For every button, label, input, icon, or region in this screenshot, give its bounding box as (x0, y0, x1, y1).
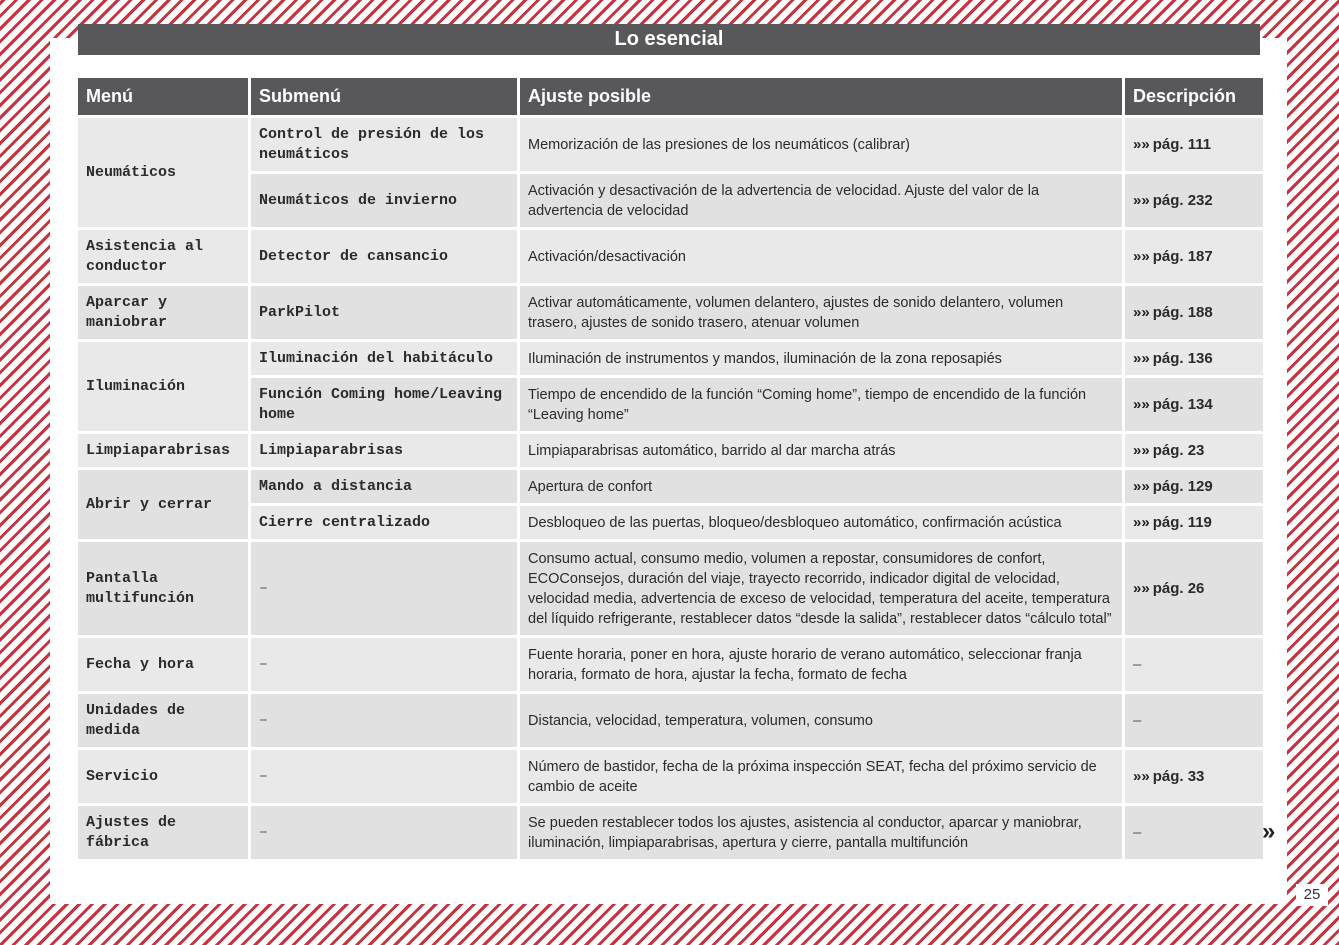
description-cell (1125, 638, 1263, 691)
setting-cell: Fuente horaria, poner en hora, ajuste horario de verano automático, seleccionar franja horaria, formato de hora, ajustar la fecha, formato de fecha (520, 638, 1122, 691)
setting-cell: Activación/desactivación (520, 230, 1122, 283)
table-row (78, 230, 1263, 283)
page-number: 25 (1296, 884, 1328, 906)
table-row (78, 806, 1263, 859)
setting-cell: Se pueden restablecer todos los ajustes, asistencia al conductor, aparcar y maniobrar, iluminación, limpiaparabrisas, apertura y cierre, pantalla multifunción (520, 806, 1122, 859)
description-cell[interactable] (1125, 286, 1263, 339)
page-ref-arrow-icon: »» (1133, 135, 1150, 153)
submenu-cell: Limpiaparabrisas (251, 434, 517, 467)
submenu-cell: Control de presión de los neumáticos (251, 118, 517, 171)
page-ref-link[interactable]: pág. 129 (1152, 477, 1213, 495)
setting-cell: Distancia, velocidad, temperatura, volumen, consumo (520, 694, 1122, 747)
page-ref-link[interactable]: pág. 26 (1152, 579, 1205, 597)
page-ref-arrow-icon: »» (1133, 513, 1150, 531)
menu-cell: Aparcar y maniobrar (78, 286, 248, 339)
menu-cell: Asistencia al conductor (78, 230, 248, 283)
page-ref-arrow-icon: »» (1133, 303, 1150, 321)
table-row (78, 342, 1263, 375)
menu-cell: Unidades de medida (78, 694, 248, 747)
page-ref-link[interactable]: pág. 187 (1152, 247, 1213, 265)
page-ref-arrow-icon: »» (1133, 191, 1150, 209)
page-ref-link[interactable]: pág. 111 (1152, 135, 1212, 153)
submenu-cell: Cierre centralizado (251, 506, 517, 539)
empty-dash: – (259, 579, 269, 597)
page-ref-link[interactable]: pág. 134 (1152, 395, 1213, 413)
submenu-cell: ParkPilot (251, 286, 517, 339)
description-cell[interactable] (1125, 506, 1263, 539)
table-row (78, 694, 1263, 747)
table-row (78, 174, 1263, 227)
submenu-cell: Neumáticos de invierno (251, 174, 517, 227)
continue-arrow-icon: » (1262, 818, 1276, 845)
setting-cell: Tiempo de encendido de la función “Coming home”, tiempo de encendido de la función “Leaving home” (520, 378, 1122, 431)
table-row (78, 750, 1263, 803)
menu-cell: Fecha y hora (78, 638, 248, 691)
description-cell (1125, 694, 1263, 747)
menu-cell: Iluminación (78, 342, 248, 431)
menu-cell: Neumáticos (78, 118, 248, 227)
page-ref-arrow-icon: »» (1133, 395, 1150, 413)
description-cell[interactable] (1125, 230, 1263, 283)
table-row (78, 434, 1263, 467)
table-header-row (78, 78, 1263, 115)
submenu-cell (251, 694, 517, 747)
submenu-cell: Mando a distancia (251, 470, 517, 503)
description-cell[interactable] (1125, 542, 1263, 635)
setting-cell: Memorización de las presiones de los neumáticos (calibrar) (520, 118, 1122, 171)
page-ref-arrow-icon: »» (1133, 441, 1150, 459)
page-ref-link[interactable]: pág. 188 (1152, 303, 1213, 321)
description-cell[interactable] (1125, 378, 1263, 431)
empty-dash: – (1133, 711, 1142, 729)
submenu-cell (251, 750, 517, 803)
setting-cell: Número de bastidor, fecha de la próxima inspección SEAT, fecha del próximo servicio de cambio de aceite (520, 750, 1122, 803)
menu-cell: Servicio (78, 750, 248, 803)
description-cell (1125, 806, 1263, 859)
table-row (78, 470, 1263, 503)
page-ref-arrow-icon: »» (1133, 349, 1150, 367)
menu-cell: Pantalla multifunción (78, 542, 248, 635)
submenu-cell (251, 542, 517, 635)
setting-cell: Apertura de confort (520, 470, 1122, 503)
submenu-cell: Iluminación del habitáculo (251, 342, 517, 375)
header-menu: Menú (78, 78, 248, 115)
menu-cell: Ajustes de fábrica (78, 806, 248, 859)
description-cell[interactable] (1125, 118, 1263, 171)
setting-cell: Limpiaparabrisas automático, barrido al dar marcha atrás (520, 434, 1122, 467)
header-setting: Ajuste posible (520, 78, 1122, 115)
page-ref-link[interactable]: pág. 232 (1152, 191, 1213, 209)
page-ref-link[interactable]: pág. 23 (1152, 441, 1205, 459)
table-row (78, 506, 1263, 539)
page-ref-arrow-icon: »» (1133, 247, 1150, 265)
page-ref-arrow-icon: »» (1133, 477, 1150, 495)
table-row (78, 542, 1263, 635)
header-description: Descripción (1125, 78, 1263, 115)
setting-cell: Consumo actual, consumo medio, volumen a repostar, consumidores de confort, ECOConsejos, duración del viaje, trayecto recorrido, indicador digital de velocidad, velocidad media, advertencia de exceso de velocidad, temperatura del aceite, temperatura del líquido refrigerante, restablecer datos “desde la salida”, restablecer datos “cálculo total” (520, 542, 1122, 635)
page-ref-link[interactable]: pág. 119 (1152, 513, 1212, 531)
empty-dash: – (259, 823, 269, 841)
table-row (78, 638, 1263, 691)
description-cell[interactable] (1125, 174, 1263, 227)
table-row (78, 378, 1263, 431)
setting-cell: Activación y desactivación de la advertencia de velocidad. Ajuste del valor de la advertencia de velocidad (520, 174, 1122, 227)
empty-dash: – (259, 711, 269, 729)
description-cell[interactable] (1125, 750, 1263, 803)
settings-table (75, 75, 1266, 862)
submenu-cell (251, 806, 517, 859)
description-cell[interactable] (1125, 434, 1263, 467)
page-ref-link[interactable]: pág. 136 (1152, 349, 1213, 367)
submenu-cell: Detector de cansancio (251, 230, 517, 283)
empty-dash: – (1133, 823, 1142, 841)
page-title: Lo esencial (78, 24, 1260, 55)
page-ref-link[interactable]: pág. 33 (1152, 767, 1205, 785)
table-row (78, 118, 1263, 171)
menu-cell: Limpiaparabrisas (78, 434, 248, 467)
setting-cell: Activar automáticamente, volumen delantero, ajustes de sonido delantero, volumen trasero, ajustes de sonido trasero, atenuar volumen (520, 286, 1122, 339)
setting-cell: Desbloqueo de las puertas, bloqueo/desbloqueo automático, confirmación acústica (520, 506, 1122, 539)
menu-cell: Abrir y cerrar (78, 470, 248, 539)
header-submenu: Submenú (251, 78, 517, 115)
description-cell[interactable] (1125, 470, 1263, 503)
table-row (78, 286, 1263, 339)
page-ref-arrow-icon: »» (1133, 579, 1150, 597)
description-cell[interactable] (1125, 342, 1263, 375)
empty-dash: – (259, 655, 269, 673)
setting-cell: Iluminación de instrumentos y mandos, iluminación de la zona reposapiés (520, 342, 1122, 375)
submenu-cell: Función Coming home/Leaving home (251, 378, 517, 431)
page-ref-arrow-icon: »» (1133, 767, 1150, 785)
empty-dash: – (1133, 655, 1142, 673)
submenu-cell (251, 638, 517, 691)
empty-dash: – (259, 767, 269, 785)
